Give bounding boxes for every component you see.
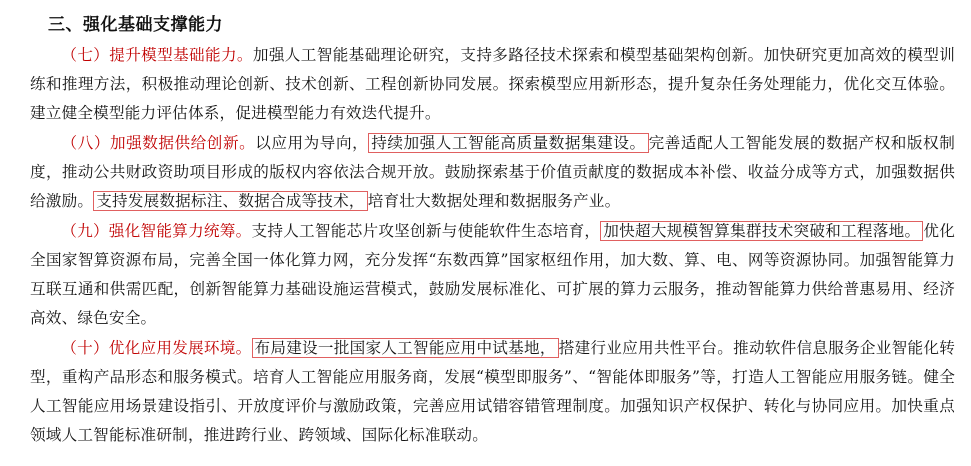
paragraph-9-lead: （九）强化智能算力统筹。 (61, 222, 252, 240)
paragraph-10-text: 搭建行业应用共性平台。推动软件信息服务企业智能化转型，重构产品形态和服务模式。培育人工智能应用服务商，发展“模型即服务”、“智能体即服务”等，打造人工智能应用服务链。健全人工智能应用场景建设指引、开放度评价与激励政策，完善应用试错容错管理制度。加强知识产权保护、转化与协同应用。加快重点领域人工智能标准研制，推进跨行业、跨领域、国际化标准联动。 (30, 339, 955, 444)
paragraph-7-text: 加强人工智能基础理论研究，支持多路径技术探索和模型基础架构创新。加快研究更加高效的模型训练和推理方法，积极推动理论创新、技术创新、工程创新协同发展。探索模型应用新形态，提升复杂任务处理能力，优化交互体验。建立健全模型能力评估体系，促进模型能力有效迭代提升。 (30, 46, 955, 122)
paragraph-8 (30, 129, 955, 216)
paragraph-9-text-1: 支持人工智能芯片攻坚创新与使能软件生态培育， (251, 222, 601, 240)
paragraph-8-text-3: 培育壮大数据处理和数据服务产业。 (367, 192, 621, 210)
paragraph-10-lead: （十）优化应用发展环境。 (61, 339, 252, 357)
paragraph-7 (30, 41, 955, 128)
paragraph-8-text-2: 完善适配人工智能发展的数据产权和版权制度，推动公共财政资助项目形成的版权内容依法合规开放。鼓励探索基于价值贡献度的数据成本补偿、收益分成等方式，加强数据供给激励。 (30, 134, 955, 210)
paragraph-8-lead: （八）加强数据供给创新。 (61, 134, 256, 152)
paragraph-7-lead: （七）提升模型基础能力。 (61, 46, 253, 64)
page-title: 三、强化基础支撑能力 (48, 15, 223, 35)
highlight-box-data-annotation: 支持发展数据标注、数据合成等技术， (93, 191, 368, 211)
highlight-box-data-set: 持续加强人工智能高质量数据集建设。 (368, 133, 648, 153)
paragraph-9 (30, 217, 955, 333)
highlight-box-pilot-base: 布局建设一批国家人工智能应用中试基地， (252, 338, 559, 358)
paragraph-9-text-2: 优化全国家智算资源布局，完善全国一体化算力网，充分发挥“东数西算”国家枢纽作用，加大数、算、电、网等资源协同。加强智能算力互联互通和供需匹配，创新智能算力基础设施运营模式，鼓励发展标准化、可扩展的算力云服务，推动智能算力供给普惠易用、经济高效、绿色安全。 (30, 222, 956, 327)
paragraph-10 (30, 334, 955, 450)
paragraph-8-text-1: 以应用为导向， (255, 134, 369, 152)
highlight-box-compute-cluster: 加快超大规模智算集群技术突破和工程落地。 (600, 221, 923, 241)
